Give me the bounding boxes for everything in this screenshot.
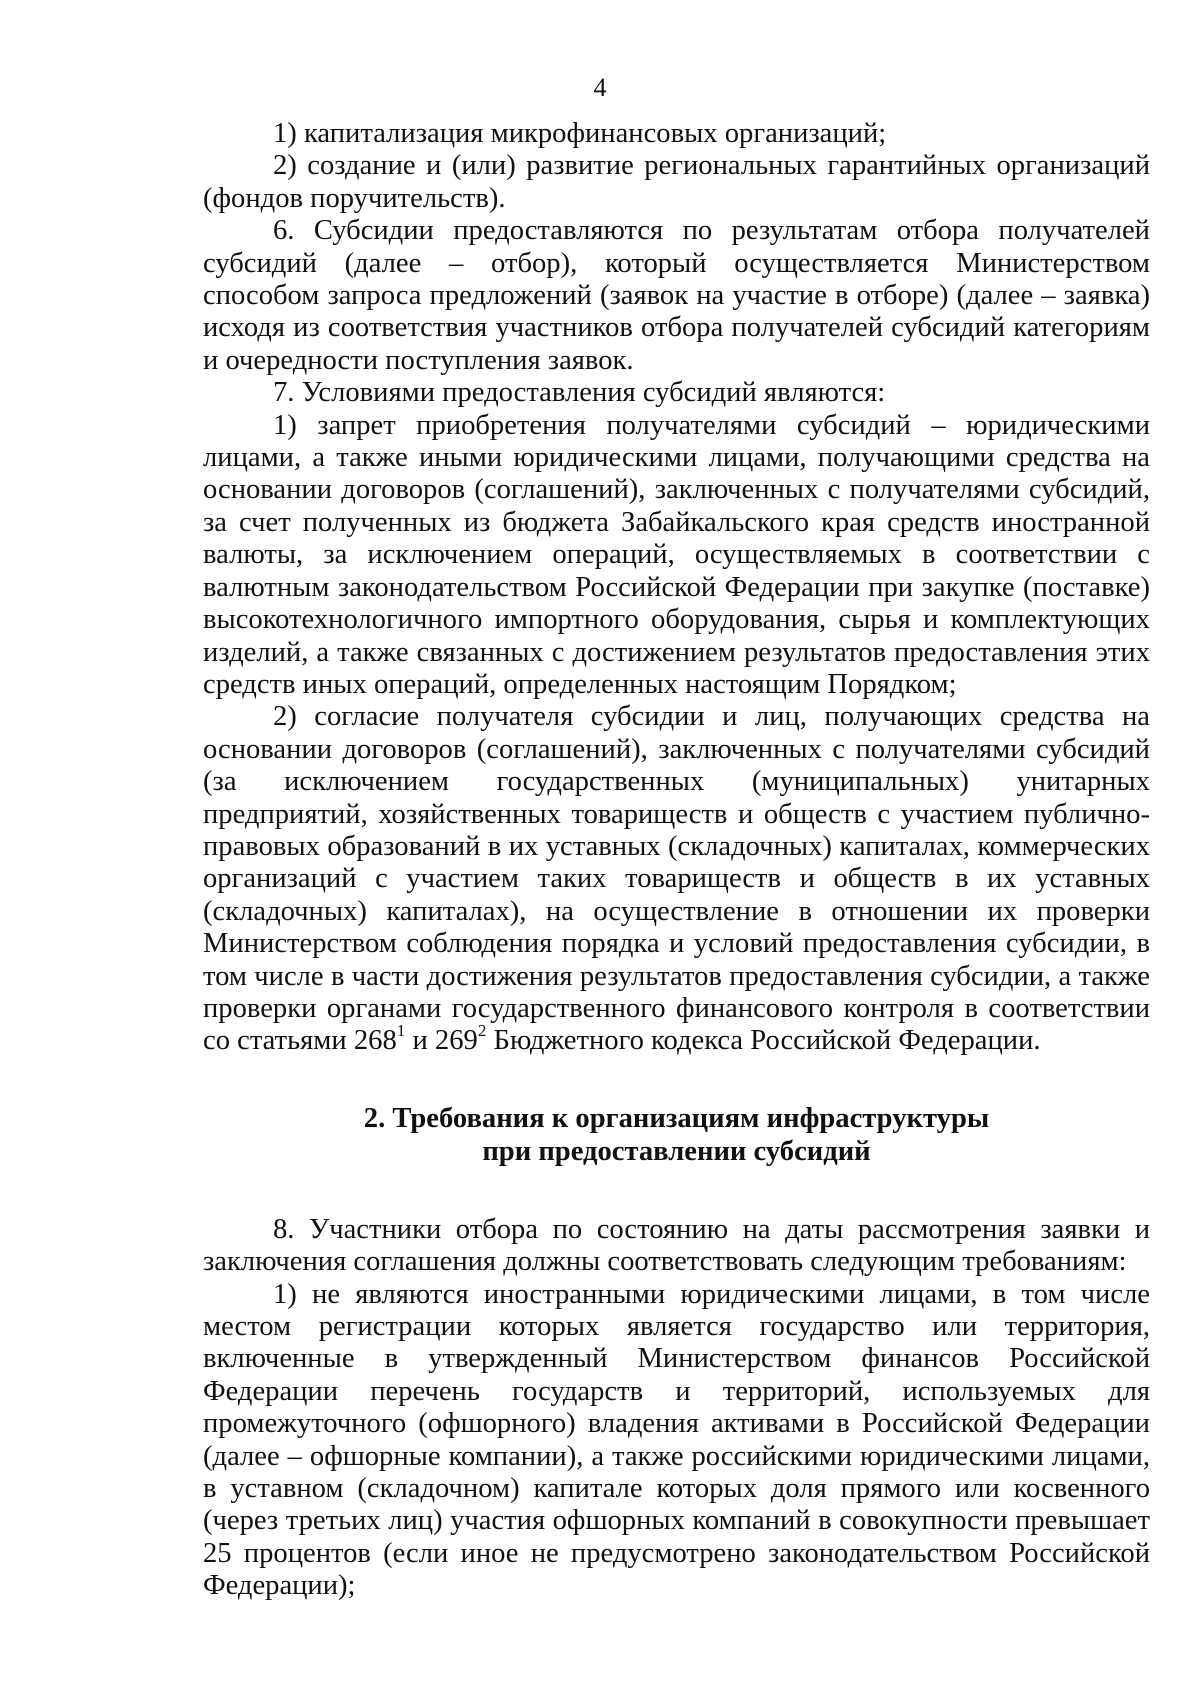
paragraph-currency-ban: 1) запрет приобретения получателями субсидий – юридическими лицами, а также иными юридическими лицами, получающими средства на основании договоров (соглашений), заключенных с получателями субсидий, за счет полученных из бюджета Забайкальского края средств иностранной валюты, за исключением операций, осуществляемых в соответствии с валютным законодательством Российской Федерации при закупке (поставке) высокотехнологичного импортного оборудования, сырья и комплектующих изделий, а также связанных с достижением результатов предоставления этих средств иных операций, определенных настоящим Порядком; [203, 409, 1150, 700]
superscript-1: 1 [396, 1021, 406, 1041]
section-heading [203, 1102, 1150, 1168]
consent-text: 2) согласие получателя субсидии и лиц, получающих средства на основании договоров (соглашений), заключенных с получателями субсидий (за исключением государственных (муниципальных) унитарных предприятий, хозяйственных товариществ и обществ с участием публично-правовых образований в их уставных (складочных) капиталах, коммерческих организаций с участием таких товариществ и обществ в их уставных (складочных) капиталах), на осуществление в отношении их проверки Министерством соблюдения порядка и условий предоставления субсидии, в том числе в части достижения результатов предоставления субсидии, а также проверки органами государственного финансового контроля в соответствии со статьями 268 [203, 701, 1150, 1057]
paragraph-guarantee-organizations: 2) создание и (или) развитие региональных гарантийных организаций (фондов поручительств). [203, 150, 1150, 214]
paragraph-capitalization: 1) капитализация микрофинансовых организаций; [273, 118, 887, 149]
paragraph-item-6: 6. Субсидии предоставляются по результатам отбора получателей субсидий (далее – отбор), который осуществляется Министерством способом запроса предложений (заявок на участие в отборе) (далее – заявка) исходя из соответствия участников отбора получателей субсидий категориям и очередности поступления заявок. [203, 215, 1150, 376]
paragraph-item-8: 8. Участники отбора по состоянию на даты рассмотрения заявки и заключения соглашения должны соответствовать следующим требованиям: [203, 1213, 1150, 1278]
consent-tail: Бюджетного кодекса Российской Федерации. [486, 1025, 1041, 1057]
page-number: 4 [593, 73, 607, 102]
consent-mid: и 269 [405, 1025, 478, 1057]
paragraph-consent [203, 701, 1150, 1057]
paragraph-item-7: 7. Условиями предоставления субсидий являются: [273, 377, 886, 409]
superscript-2: 2 [477, 1021, 487, 1041]
paragraph-offshore-requirement: 1) не являются иностранными юридическими лицами, в том числе местом регистрации которых является государство или территория, включенные в утвержденный Министерством финансов Российской Федерации перечень государств и территорий, используемых для промежуточного (офшорного) владения активами в Российской Федерации (далее – офшорные компании), а также российскими юридическими лицами, в уставном (складочном) капитале которых доля прямого или косвенного (через третьих лиц) участия офшорных компаний в совокупности превышает 25 процентов (если иное не предусмотрено законодательством Российской Федерации); [203, 1278, 1150, 1602]
document-body [203, 118, 1150, 1603]
section-heading-line-1: 2. Требования к организациям инфраструктуры [363, 1102, 990, 1134]
section-heading-line-2: при предоставлении субсидий [482, 1135, 871, 1167]
